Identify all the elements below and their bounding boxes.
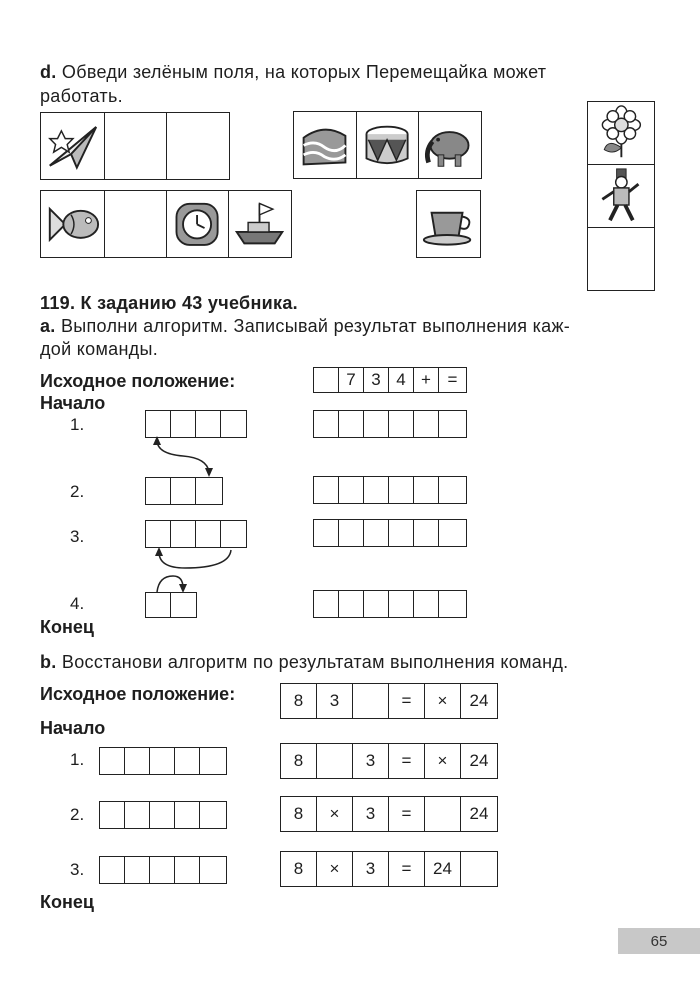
answer-cell[interactable] bbox=[414, 520, 439, 546]
answer-cell[interactable] bbox=[314, 477, 339, 503]
answer-cell[interactable] bbox=[364, 477, 389, 503]
command-cell[interactable] bbox=[200, 857, 226, 883]
part-b-result-row-2 bbox=[280, 796, 498, 832]
row-cell bbox=[353, 684, 389, 718]
command-cell bbox=[221, 411, 246, 437]
part-a-answer-row-4 bbox=[313, 590, 467, 618]
part-a-end-label: Конец bbox=[40, 617, 94, 637]
cup-icon bbox=[417, 191, 480, 257]
field-cell[interactable] bbox=[41, 191, 105, 257]
row-cell: 3 bbox=[353, 744, 389, 778]
move-arrow-icon bbox=[145, 436, 245, 480]
row-cell: 3 bbox=[317, 684, 353, 718]
part-a-instruction bbox=[40, 316, 570, 337]
move-arrow-icon bbox=[145, 572, 205, 594]
command-4-cells bbox=[145, 592, 197, 618]
page-number: 65 bbox=[618, 928, 700, 954]
command-cell[interactable] bbox=[100, 748, 125, 774]
part-a-step-1-number: 1. bbox=[70, 415, 85, 434]
part-b-letter: b. bbox=[40, 652, 57, 672]
field-cell[interactable] bbox=[588, 102, 654, 165]
part-b-step-1-number: 1. bbox=[70, 750, 85, 769]
task-119-title: 119. К заданию 43 учебника. bbox=[40, 293, 298, 313]
row-cell bbox=[317, 744, 353, 778]
command-cell[interactable] bbox=[175, 748, 200, 774]
part-a-start-label: Начало bbox=[40, 393, 106, 413]
command-2-cells bbox=[145, 477, 223, 505]
answer-cell[interactable] bbox=[439, 477, 466, 503]
command-cell bbox=[146, 593, 171, 617]
part-a-text-line1: Выполни алгоритм. Записывай результат выполнения каж- bbox=[60, 316, 571, 336]
answer-cell[interactable] bbox=[414, 477, 439, 503]
row-cell: 4 bbox=[389, 368, 414, 392]
part-b-step-3-number: 3. bbox=[70, 860, 85, 879]
part-d-text-line1: Обведи зелёным поля, на которых Перемещайка может bbox=[61, 62, 547, 82]
part-b-initial-row bbox=[280, 683, 498, 719]
field-cell[interactable] bbox=[105, 191, 167, 257]
flower-icon bbox=[588, 102, 654, 164]
part-d-letter: d. bbox=[40, 62, 57, 82]
command-cell bbox=[146, 411, 171, 437]
command-cell[interactable] bbox=[150, 857, 175, 883]
answer-cell[interactable] bbox=[439, 411, 466, 437]
part-a-answer-row-2 bbox=[313, 476, 467, 504]
row-cell: = bbox=[389, 852, 425, 886]
field-strip-5 bbox=[587, 101, 655, 291]
answer-cell[interactable] bbox=[389, 520, 414, 546]
row-cell bbox=[425, 797, 461, 831]
row-cell: = bbox=[447, 370, 458, 389]
plane-icon bbox=[41, 113, 104, 179]
row-cell: 7 bbox=[339, 368, 364, 392]
command-cell[interactable] bbox=[175, 802, 200, 828]
command-cell bbox=[146, 478, 171, 504]
command-cell[interactable] bbox=[125, 748, 150, 774]
row-cell: 24 bbox=[425, 852, 461, 886]
row-cell: = bbox=[389, 684, 425, 718]
command-cell[interactable] bbox=[200, 748, 226, 774]
command-cell[interactable] bbox=[150, 748, 175, 774]
answer-cell[interactable] bbox=[339, 591, 364, 617]
row-cell: 24 bbox=[469, 691, 489, 710]
command-cell[interactable] bbox=[100, 802, 125, 828]
answer-cell[interactable] bbox=[364, 591, 389, 617]
command-cell bbox=[196, 478, 222, 504]
part-b-result-row-1 bbox=[280, 743, 498, 779]
part-b-instruction bbox=[40, 652, 568, 673]
row-cell: × bbox=[317, 852, 353, 886]
row-cell: = bbox=[389, 797, 425, 831]
row-cell: 8 bbox=[281, 852, 317, 886]
command-cell bbox=[171, 593, 196, 617]
cake-icon bbox=[294, 112, 356, 178]
part-b-step-2-number: 2. bbox=[70, 805, 85, 824]
field-cell[interactable] bbox=[167, 113, 229, 179]
row-cell: + bbox=[414, 368, 439, 392]
part-b-command-2-cells bbox=[99, 801, 227, 829]
answer-cell[interactable] bbox=[364, 411, 389, 437]
answer-cell[interactable] bbox=[314, 520, 339, 546]
command-cell bbox=[196, 411, 221, 437]
field-cell[interactable] bbox=[357, 112, 419, 178]
row-cell: 24 bbox=[469, 804, 489, 823]
elephant-icon bbox=[419, 112, 481, 178]
field-cell[interactable] bbox=[588, 228, 654, 290]
part-a-answer-row-1 bbox=[313, 410, 467, 438]
answer-cell[interactable] bbox=[314, 591, 339, 617]
field-strip-2 bbox=[293, 111, 482, 179]
command-cell[interactable] bbox=[125, 857, 150, 883]
command-cell[interactable] bbox=[150, 802, 175, 828]
part-b-end-label: Конец bbox=[40, 892, 94, 912]
answer-cell[interactable] bbox=[389, 477, 414, 503]
part-a-step-3-number: 3. bbox=[70, 527, 85, 546]
part-b-text: Восстанови алгоритм по результатам выполнения команд. bbox=[61, 652, 569, 672]
row-cell: 3 bbox=[364, 368, 389, 392]
soldier-icon bbox=[588, 165, 654, 227]
field-strip-4 bbox=[416, 190, 481, 258]
part-b-initial-label: Исходное положение: bbox=[40, 684, 236, 704]
field-cell[interactable] bbox=[419, 112, 481, 178]
answer-cell[interactable] bbox=[389, 411, 414, 437]
row-cell bbox=[461, 852, 497, 886]
part-b-command-3-cells bbox=[99, 856, 227, 884]
answer-cell[interactable] bbox=[314, 411, 339, 437]
row-cell: × bbox=[317, 797, 353, 831]
part-d-text-line2: работать. bbox=[40, 86, 123, 106]
fish-icon bbox=[41, 191, 104, 257]
clock-icon bbox=[167, 191, 228, 257]
field-strip-3 bbox=[40, 190, 292, 258]
field-cell[interactable] bbox=[588, 165, 654, 228]
answer-cell[interactable] bbox=[364, 520, 389, 546]
answer-cell[interactable] bbox=[339, 411, 364, 437]
part-b-command-1-cells bbox=[99, 747, 227, 775]
answer-cell[interactable] bbox=[414, 411, 439, 437]
drum-icon bbox=[357, 112, 418, 178]
part-b-result-row-3 bbox=[280, 851, 498, 887]
command-cell bbox=[171, 411, 196, 437]
part-a-step-4-number: 4. bbox=[70, 594, 85, 613]
command-cell[interactable] bbox=[200, 802, 226, 828]
row-cell: 8 bbox=[281, 684, 317, 718]
field-cell[interactable] bbox=[105, 113, 167, 179]
command-cell[interactable] bbox=[175, 857, 200, 883]
answer-cell[interactable] bbox=[439, 520, 466, 546]
part-b-start-label: Начало bbox=[40, 718, 106, 738]
answer-cell[interactable] bbox=[389, 591, 414, 617]
answer-cell[interactable] bbox=[439, 591, 466, 617]
part-d-instruction bbox=[40, 62, 546, 83]
row-cell: × bbox=[425, 684, 461, 718]
field-cell[interactable] bbox=[294, 112, 357, 178]
command-cell bbox=[171, 478, 196, 504]
field-cell[interactable] bbox=[417, 191, 480, 257]
field-strip-1 bbox=[40, 112, 230, 180]
row-cell: = bbox=[389, 744, 425, 778]
ship-icon bbox=[229, 191, 291, 257]
row-cell: × bbox=[425, 744, 461, 778]
answer-cell[interactable] bbox=[339, 520, 364, 546]
row-cell: 8 bbox=[281, 744, 317, 778]
row-cell: 3 bbox=[353, 852, 389, 886]
answer-cell[interactable] bbox=[414, 591, 439, 617]
command-1-cells bbox=[145, 410, 247, 438]
part-a-text-line2: дой команды. bbox=[40, 339, 159, 359]
part-a-answer-row-3 bbox=[313, 519, 467, 547]
field-cell[interactable] bbox=[167, 191, 229, 257]
command-cell[interactable] bbox=[100, 857, 125, 883]
move-arrow-icon bbox=[145, 540, 245, 572]
part-a-initial-label: Исходное положение: bbox=[40, 371, 236, 391]
field-cell[interactable] bbox=[229, 191, 291, 257]
row-cell: 8 bbox=[281, 797, 317, 831]
field-cell[interactable] bbox=[41, 113, 105, 179]
row-cell: 24 bbox=[469, 751, 489, 770]
command-cell[interactable] bbox=[125, 802, 150, 828]
part-a-initial-row bbox=[313, 367, 467, 393]
row-cell: 3 bbox=[353, 797, 389, 831]
row-cell bbox=[314, 368, 339, 392]
part-a-letter: a. bbox=[40, 316, 56, 336]
part-a-step-2-number: 2. bbox=[70, 482, 85, 501]
answer-cell[interactable] bbox=[339, 477, 364, 503]
